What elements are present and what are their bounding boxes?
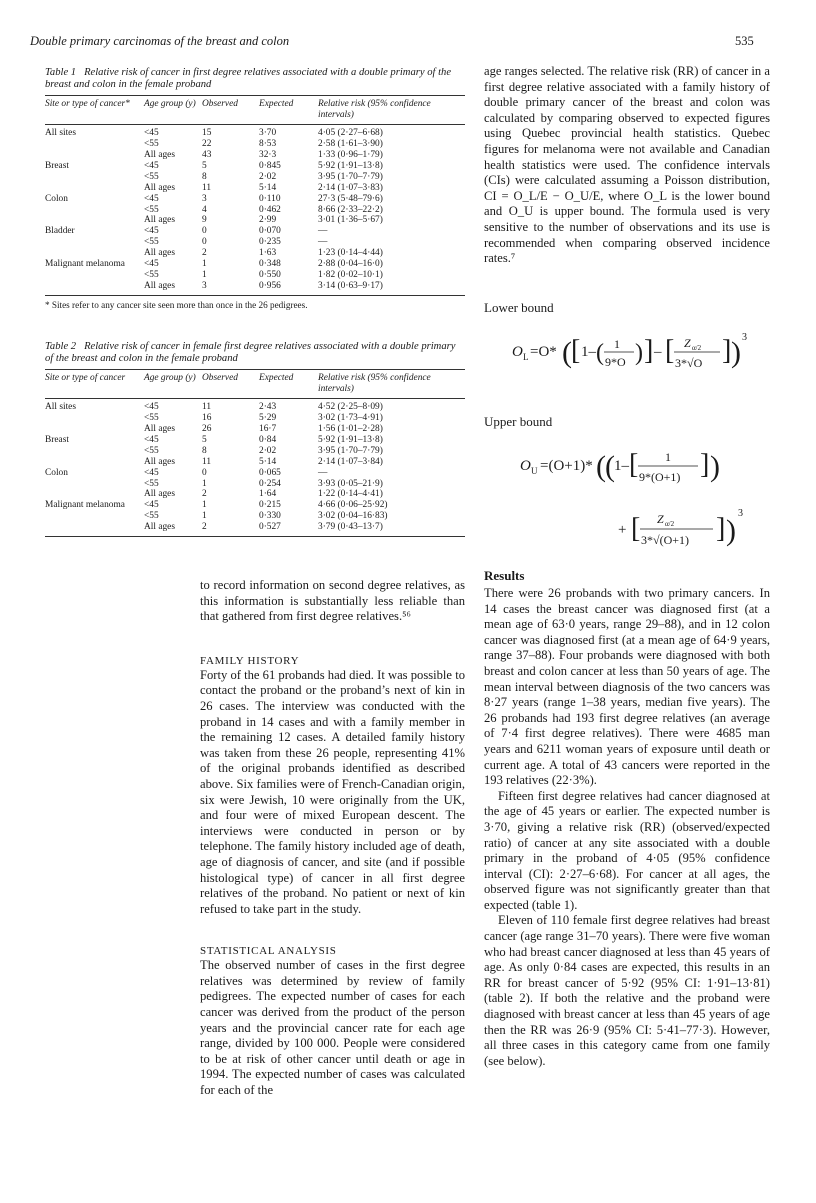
cell-relative-risk: —	[318, 467, 328, 478]
upper-bound-label: Upper bound	[484, 414, 553, 429]
cell-relative-risk: 4·66 (0·06–25·92)	[318, 500, 388, 511]
table-2-col-age: Age group (y)	[144, 370, 202, 399]
svg-text:(: (	[562, 336, 572, 369]
table-row	[45, 183, 465, 194]
table-1-caption	[45, 67, 465, 91]
cell-expected: 2·43	[259, 402, 277, 413]
svg-text:(: (	[596, 450, 606, 483]
svg-text:9*O: 9*O	[605, 355, 626, 369]
svg-text:): )	[710, 450, 720, 483]
cell-observed: 11	[202, 456, 212, 467]
cell-site	[45, 270, 144, 281]
cell-age-group: <55	[144, 478, 159, 489]
cell-observed: 16	[202, 413, 212, 424]
cell-age-group: <55	[144, 445, 159, 456]
methods-continuation-paragraph: age ranges selected. The relative risk (RR) of cancer in a first degree relative associated with a family history of double primary cancer of the breast and colon was calculated by comparing observed to expected figures using Quebec provincial health statistics. Quebec figures for melanoma were not available and Canadian health statistics were used. The confidence intervals (CIs) were calculated assuming a Poisson distribution, CI = O_L/E − O_U/E, where O_L is the lower bound and O_U is upper bound. The formula used is very sensitive to the number of observations and its use is recommended when comparing observed incidence rates.⁷	[484, 64, 770, 266]
cell-site	[45, 281, 144, 295]
cell-expected: 1·63	[259, 248, 277, 259]
cell-age-group: All ages	[144, 489, 175, 500]
lower-bound-formula	[512, 318, 762, 388]
svg-text:L: L	[523, 352, 529, 362]
cell-site	[45, 248, 144, 259]
cell-site	[45, 237, 144, 248]
cell-observed: 0	[202, 237, 207, 248]
cell-age-group: <55	[144, 237, 159, 248]
cell-observed: 3	[202, 193, 207, 204]
table-row	[45, 259, 465, 270]
cell-observed: 2	[202, 489, 207, 500]
cell-age-group: <45	[144, 193, 159, 204]
cell-expected: 3·70	[259, 128, 277, 139]
svg-text:=(O+1)*: =(O+1)*	[540, 458, 593, 474]
svg-text:O: O	[520, 458, 531, 474]
table-row	[45, 194, 465, 205]
cell-age-group: All ages	[144, 182, 175, 193]
svg-text:]: ]	[644, 335, 654, 366]
cell-relative-risk: 1·56 (1·01–2·28)	[318, 424, 383, 435]
svg-text:Z: Z	[684, 336, 691, 350]
table-1-col-expected: Expected	[259, 96, 318, 125]
table-2-block	[45, 341, 465, 537]
cell-age-group: <45	[144, 259, 159, 270]
svg-text:3: 3	[738, 508, 743, 519]
cell-relative-risk: 3·79 (0·43–13·7)	[318, 522, 465, 536]
cell-age-group: <55	[144, 511, 159, 522]
cell-relative-risk: 3·01 (1·36–5·67)	[318, 215, 383, 226]
statistical-analysis-heading: STATISTICAL ANALYSIS	[200, 945, 337, 958]
family-history-paragraph: Forty of the 61 probands had died. It was possible to contact the proband or the proband’s next of kin in 26 cases. The interview was conducted with the proband in 14 cases and with a family member in the remaining 12 cases. A detailed family history was taken from these 26 people, representing 41% of the original probands identified as described above. Six families were of French-Canadian origin, six were Jewish, 10 were originally from the UK, and four were of mixed European descent. The interviews were conducted in person or by telephone. The family history included age of death, age of diagnosis of cancer, and site (and if possible histological type) of cancer in all first degree relatives of the proband. No patient or next of kin refused to take part in the study.	[200, 667, 465, 916]
cell-expected: 0·070	[259, 226, 281, 237]
cell-relative-risk: 3·02 (0·04–16·83)	[318, 511, 388, 522]
cell-relative-risk: 2·14 (1·07–3·84)	[318, 456, 383, 467]
cell-observed: 5	[202, 434, 207, 445]
table-2-col-rr: Relative risk (95% confidence intervals)	[318, 370, 465, 399]
table-1-caption-text: Relative risk of cancer in first degree relatives associated with a double primary of the breast and colon in the female proband	[45, 67, 452, 91]
svg-text:=O*: =O*	[530, 344, 557, 360]
results-paragraph-1: There were 26 probands with two primary cancers. In 14 cases the breast cancer was diagnosed first (at a mean age of 63·0 years, range 29–88), and in 12 colon cancer was diagnosed first (at a mean age of 64·9 years, range 37–88). Four probands were diagnosed with both breast and colon cancer at less than 50 years of age. The mean interval between diagnosis of the two cancers was 8·27 years (range 1–38 years, median five years). The 26 probands had 193 first degree relatives (an average of 7·4 first degree relatives). There were 4685 man years and 6211 woman years of exposure until death or current age. A total of 43 cancers were reported in the 193 relatives (22·3%).	[484, 586, 770, 788]
cell-expected: 0·550	[259, 270, 281, 280]
cell-site	[45, 413, 144, 424]
results-paragraph-2: Fifteen first degree relatives had cancer diagnosed at the age of 45 years or earlier. The expected number is 3·70, giving a relative risk (RR) (observed/expected ratio) of cancer at any site associated with a double primary in the proband of 4·05 (95% confidence interval (CI): 2·27–6·68). For cancer at all ages, the observed figure was not significantly greater than that expected (table 1).	[484, 788, 770, 912]
cell-expected: 2·02	[259, 171, 277, 182]
svg-text:α/2: α/2	[692, 344, 702, 352]
table-row	[45, 489, 465, 500]
cell-age-group: All ages	[144, 522, 202, 536]
cell-expected: 32·3	[259, 150, 277, 161]
cell-relative-risk: 1·22 (0·14–4·41)	[318, 489, 383, 500]
svg-text:(: (	[605, 450, 615, 483]
cell-site	[45, 457, 144, 468]
cell-observed: 26	[202, 424, 212, 435]
cell-relative-risk: 3·02 (1·73–4·91)	[318, 413, 383, 424]
svg-text:U: U	[531, 466, 538, 476]
cell-expected: 1·64	[259, 489, 277, 500]
cell-age-group: <45	[144, 500, 159, 511]
cell-observed: 1	[202, 511, 207, 522]
svg-text:1–: 1–	[614, 458, 629, 474]
cell-site	[45, 150, 144, 161]
cell-site	[45, 489, 144, 500]
cell-relative-risk: 2·58 (1·61–3·90)	[318, 139, 383, 150]
table-row	[45, 424, 465, 435]
cell-observed: 0	[202, 467, 207, 478]
cell-expected: 16·7	[259, 424, 277, 435]
cell-relative-risk: 2·88 (0·04–16·0)	[318, 259, 383, 270]
table-row	[45, 479, 465, 490]
cell-observed: 1	[202, 270, 207, 280]
lower-bound-label: Lower bound	[484, 300, 554, 315]
table-row	[45, 511, 465, 522]
cell-observed: 2	[202, 248, 207, 259]
cell-expected: 0·956	[259, 281, 318, 295]
svg-text:): )	[731, 336, 741, 369]
cell-relative-risk: 4·05 (2·27–6·68)	[318, 128, 383, 139]
svg-text:3: 3	[742, 332, 747, 343]
table-row	[45, 226, 465, 237]
cell-age-group: All ages	[144, 248, 175, 259]
cell-expected: 8·53	[259, 139, 277, 150]
cell-age-group: All ages	[144, 424, 175, 435]
table-1-label: Table 1	[45, 67, 77, 78]
svg-text:[: [	[629, 449, 639, 480]
table-row	[45, 457, 465, 468]
table-row	[45, 270, 465, 281]
svg-text:O: O	[512, 344, 523, 360]
svg-text:]: ]	[722, 335, 732, 366]
cell-observed: 8	[202, 171, 207, 182]
cell-expected: 0·254	[259, 478, 281, 489]
page-number: 535	[735, 34, 754, 48]
cell-age-group: <45	[144, 226, 159, 237]
cell-site	[45, 172, 144, 183]
table-1-block	[45, 67, 465, 310]
cell-expected: 0·235	[259, 237, 281, 248]
cell-site: Bladder	[45, 226, 75, 237]
left-column-text	[200, 578, 465, 1099]
table-2-col-expected: Expected	[259, 370, 318, 399]
cell-expected: 0·065	[259, 467, 281, 478]
table-row	[45, 413, 465, 424]
cell-observed: 11	[202, 182, 212, 193]
statistical-analysis-paragraph: The observed number of cases in the first degree relatives was determined by review of family pedigrees. The expected number of cases for each cancer was derived from the product of the person years and the provincial cancer rate for each age range, divided by 100 000. People were considered to be at risk of other cancer until death or age in 1994. The expected number of cases was calculated for each of the	[200, 958, 465, 1098]
svg-text:]: ]	[716, 513, 726, 544]
table-row	[45, 205, 465, 216]
cell-observed: 2	[202, 522, 259, 536]
cell-site	[45, 205, 144, 216]
table-row	[45, 161, 465, 172]
table-1-header-row	[45, 96, 465, 125]
svg-text:–: –	[654, 344, 662, 360]
table-row	[45, 500, 465, 511]
svg-text:[: [	[571, 335, 581, 366]
table-2	[45, 369, 465, 537]
cell-expected: 0·330	[259, 511, 281, 522]
cell-relative-risk: 3·93 (0·05–21·9)	[318, 478, 383, 489]
cell-site	[45, 215, 144, 226]
cell-site: Colon	[45, 193, 68, 204]
cell-relative-risk: 5·92 (1·91–13·8)	[318, 160, 383, 171]
cell-relative-risk: 2·14 (1·07–3·83)	[318, 182, 383, 193]
cell-expected: 0·527	[259, 522, 318, 536]
cell-observed: 1	[202, 478, 207, 489]
cell-expected: 5·14	[259, 456, 277, 467]
cell-relative-risk: 27·3 (5·48–79·6)	[318, 193, 383, 204]
table-1-col-site: Site or type of cancer*	[45, 96, 144, 125]
cell-relative-risk: 5·92 (1·91–13·8)	[318, 434, 383, 445]
table-2-caption	[45, 341, 465, 365]
cell-observed: 0	[202, 226, 207, 237]
cell-observed: 9	[202, 215, 207, 226]
running-title: Double primary carcinomas of the breast and colon	[30, 34, 290, 48]
cell-age-group: All ages	[144, 456, 175, 467]
cell-site	[45, 424, 144, 435]
cell-site	[45, 522, 144, 536]
table-row	[45, 172, 465, 183]
svg-text:): )	[726, 514, 736, 547]
intro-paragraph: to record information on second degree relatives, as this information is substantially less reliable than that gathered from first degree relatives.⁵⁶	[200, 578, 465, 624]
cell-site	[45, 183, 144, 194]
table-1-col-age: Age group (y)	[144, 96, 202, 125]
cell-age-group: <45	[144, 402, 159, 413]
table-1-footnote: * Sites refer to any cancer site seen more than once in the 26 pedigrees.	[45, 299, 308, 310]
cell-relative-risk: —	[318, 226, 328, 237]
results-paragraph-3: Eleven of 110 female first degree relatives had breast cancer (age range 31–70 years). There were five woman who had breast cancer diagnosed at less than 45 years of age. As only 0·84 cases are expected, this results in an RR for breast cancer of 5·92 (95% CI: 1·91–13·81) (table 2). If both the relative and the proband were diagnosed with breast cancer at less than 45 years of age then the RR was 26·9 (95% CI: 5·41–77·3). However, all three cases in this category came from one family (see below).	[484, 913, 770, 1068]
table-row	[45, 150, 465, 161]
table-2-header-row	[45, 370, 465, 399]
cell-site: Malignant melanoma	[45, 259, 125, 270]
cell-observed: 15	[202, 128, 212, 139]
svg-text:]: ]	[700, 449, 710, 480]
cell-relative-risk: 1·82 (0·02–10·1)	[318, 270, 383, 280]
cell-expected: 2·99	[259, 215, 277, 226]
cell-expected: 5·29	[259, 413, 277, 424]
cell-site	[45, 139, 144, 150]
svg-text:[: [	[665, 335, 675, 366]
svg-text:1: 1	[614, 337, 620, 351]
svg-text:+: +	[618, 522, 627, 538]
table-1-col-observed: Observed	[202, 96, 259, 125]
cell-site: Breast	[45, 160, 69, 171]
cell-expected: 0·110	[259, 193, 281, 204]
cell-site	[45, 479, 144, 490]
cell-expected: 0·462	[259, 204, 281, 215]
cell-site: Malignant melanoma	[45, 500, 125, 511]
cell-relative-risk: 3·95 (1·70–7·79)	[318, 445, 383, 456]
svg-text:[: [	[631, 513, 641, 544]
svg-text:3*√O: 3*√O	[675, 356, 703, 370]
svg-text:1–: 1–	[581, 344, 596, 360]
cell-site: All sites	[45, 128, 76, 139]
cell-observed: 1	[202, 500, 207, 511]
cell-expected: 5·14	[259, 182, 277, 193]
table-row	[45, 399, 465, 413]
cell-age-group: <45	[144, 434, 159, 445]
svg-text:Z: Z	[657, 512, 664, 526]
cell-observed: 22	[202, 139, 212, 150]
cell-age-group: <45	[144, 128, 159, 139]
svg-text:): )	[635, 340, 643, 366]
table-row	[45, 435, 465, 446]
cell-relative-risk: 1·33 (0·96–1·79)	[318, 150, 383, 161]
cell-expected: 0·84	[259, 434, 277, 445]
cell-relative-risk: 8·66 (2·33–22·2)	[318, 204, 383, 215]
cell-age-group: <55	[144, 204, 159, 215]
svg-text:α/2: α/2	[665, 520, 675, 528]
table-row	[45, 248, 465, 259]
cell-expected: 0·215	[259, 500, 281, 511]
results-section	[484, 568, 770, 1069]
cell-age-group: <55	[144, 413, 159, 424]
table-row	[45, 125, 465, 139]
svg-text:1: 1	[665, 450, 671, 464]
table-2-col-observed: Observed	[202, 370, 259, 399]
family-history-heading: FAMILY HISTORY	[200, 654, 300, 667]
cell-observed: 8	[202, 445, 207, 456]
cell-site: All sites	[45, 402, 76, 413]
cell-relative-risk: 3·95 (1·70–7·79)	[318, 171, 383, 182]
table-row	[45, 215, 465, 226]
table-row	[45, 139, 465, 150]
cell-site	[45, 511, 144, 522]
cell-relative-risk: 1·23 (0·14–4·44)	[318, 248, 383, 259]
cell-observed: 3	[202, 281, 259, 295]
table-row	[45, 468, 465, 479]
cell-age-group: <45	[144, 160, 159, 171]
cell-expected: 0·348	[259, 259, 281, 270]
table-row	[45, 237, 465, 248]
table-2-label: Table 2	[45, 341, 77, 352]
table-2-col-site: Site or type of cancer	[45, 370, 144, 399]
cell-observed: 1	[202, 259, 207, 270]
cell-age-group: <55	[144, 270, 159, 280]
svg-text:9*(O+1): 9*(O+1)	[639, 470, 681, 484]
cell-site: Breast	[45, 434, 69, 445]
cell-observed: 5	[202, 160, 207, 171]
table-1	[45, 95, 465, 295]
cell-age-group: <55	[144, 139, 159, 150]
table-row	[45, 446, 465, 457]
cell-observed: 11	[202, 402, 212, 413]
upper-bound-formula	[520, 432, 770, 562]
cell-relative-risk: —	[318, 237, 328, 248]
results-heading: Results	[484, 568, 525, 583]
cell-age-group: <45	[144, 467, 159, 478]
cell-expected: 0·845	[259, 160, 281, 171]
svg-text:3*√(O+1): 3*√(O+1)	[641, 533, 690, 547]
cell-observed: 4	[202, 204, 207, 215]
table-row	[45, 522, 465, 536]
cell-observed: 43	[202, 150, 212, 161]
cell-age-group: All ages	[144, 215, 175, 226]
cell-relative-risk: 3·14 (0·63–9·17)	[318, 281, 465, 295]
cell-site	[45, 446, 144, 457]
table-2-caption-text: Relative risk of cancer in female first degree relatives associated with a double primary of the breast and colon in the female proband	[45, 341, 456, 365]
table-row	[45, 281, 465, 295]
cell-expected: 2·02	[259, 445, 277, 456]
svg-text:(: (	[596, 340, 604, 366]
right-column-top	[484, 64, 770, 267]
table-1-col-rr: Relative risk (95% confidence intervals)	[318, 96, 465, 125]
cell-age-group: <55	[144, 171, 159, 182]
cell-relative-risk: 4·52 (2·25–8·09)	[318, 402, 383, 413]
cell-age-group: All ages	[144, 281, 202, 295]
cell-site: Colon	[45, 467, 68, 478]
cell-age-group: All ages	[144, 150, 175, 161]
